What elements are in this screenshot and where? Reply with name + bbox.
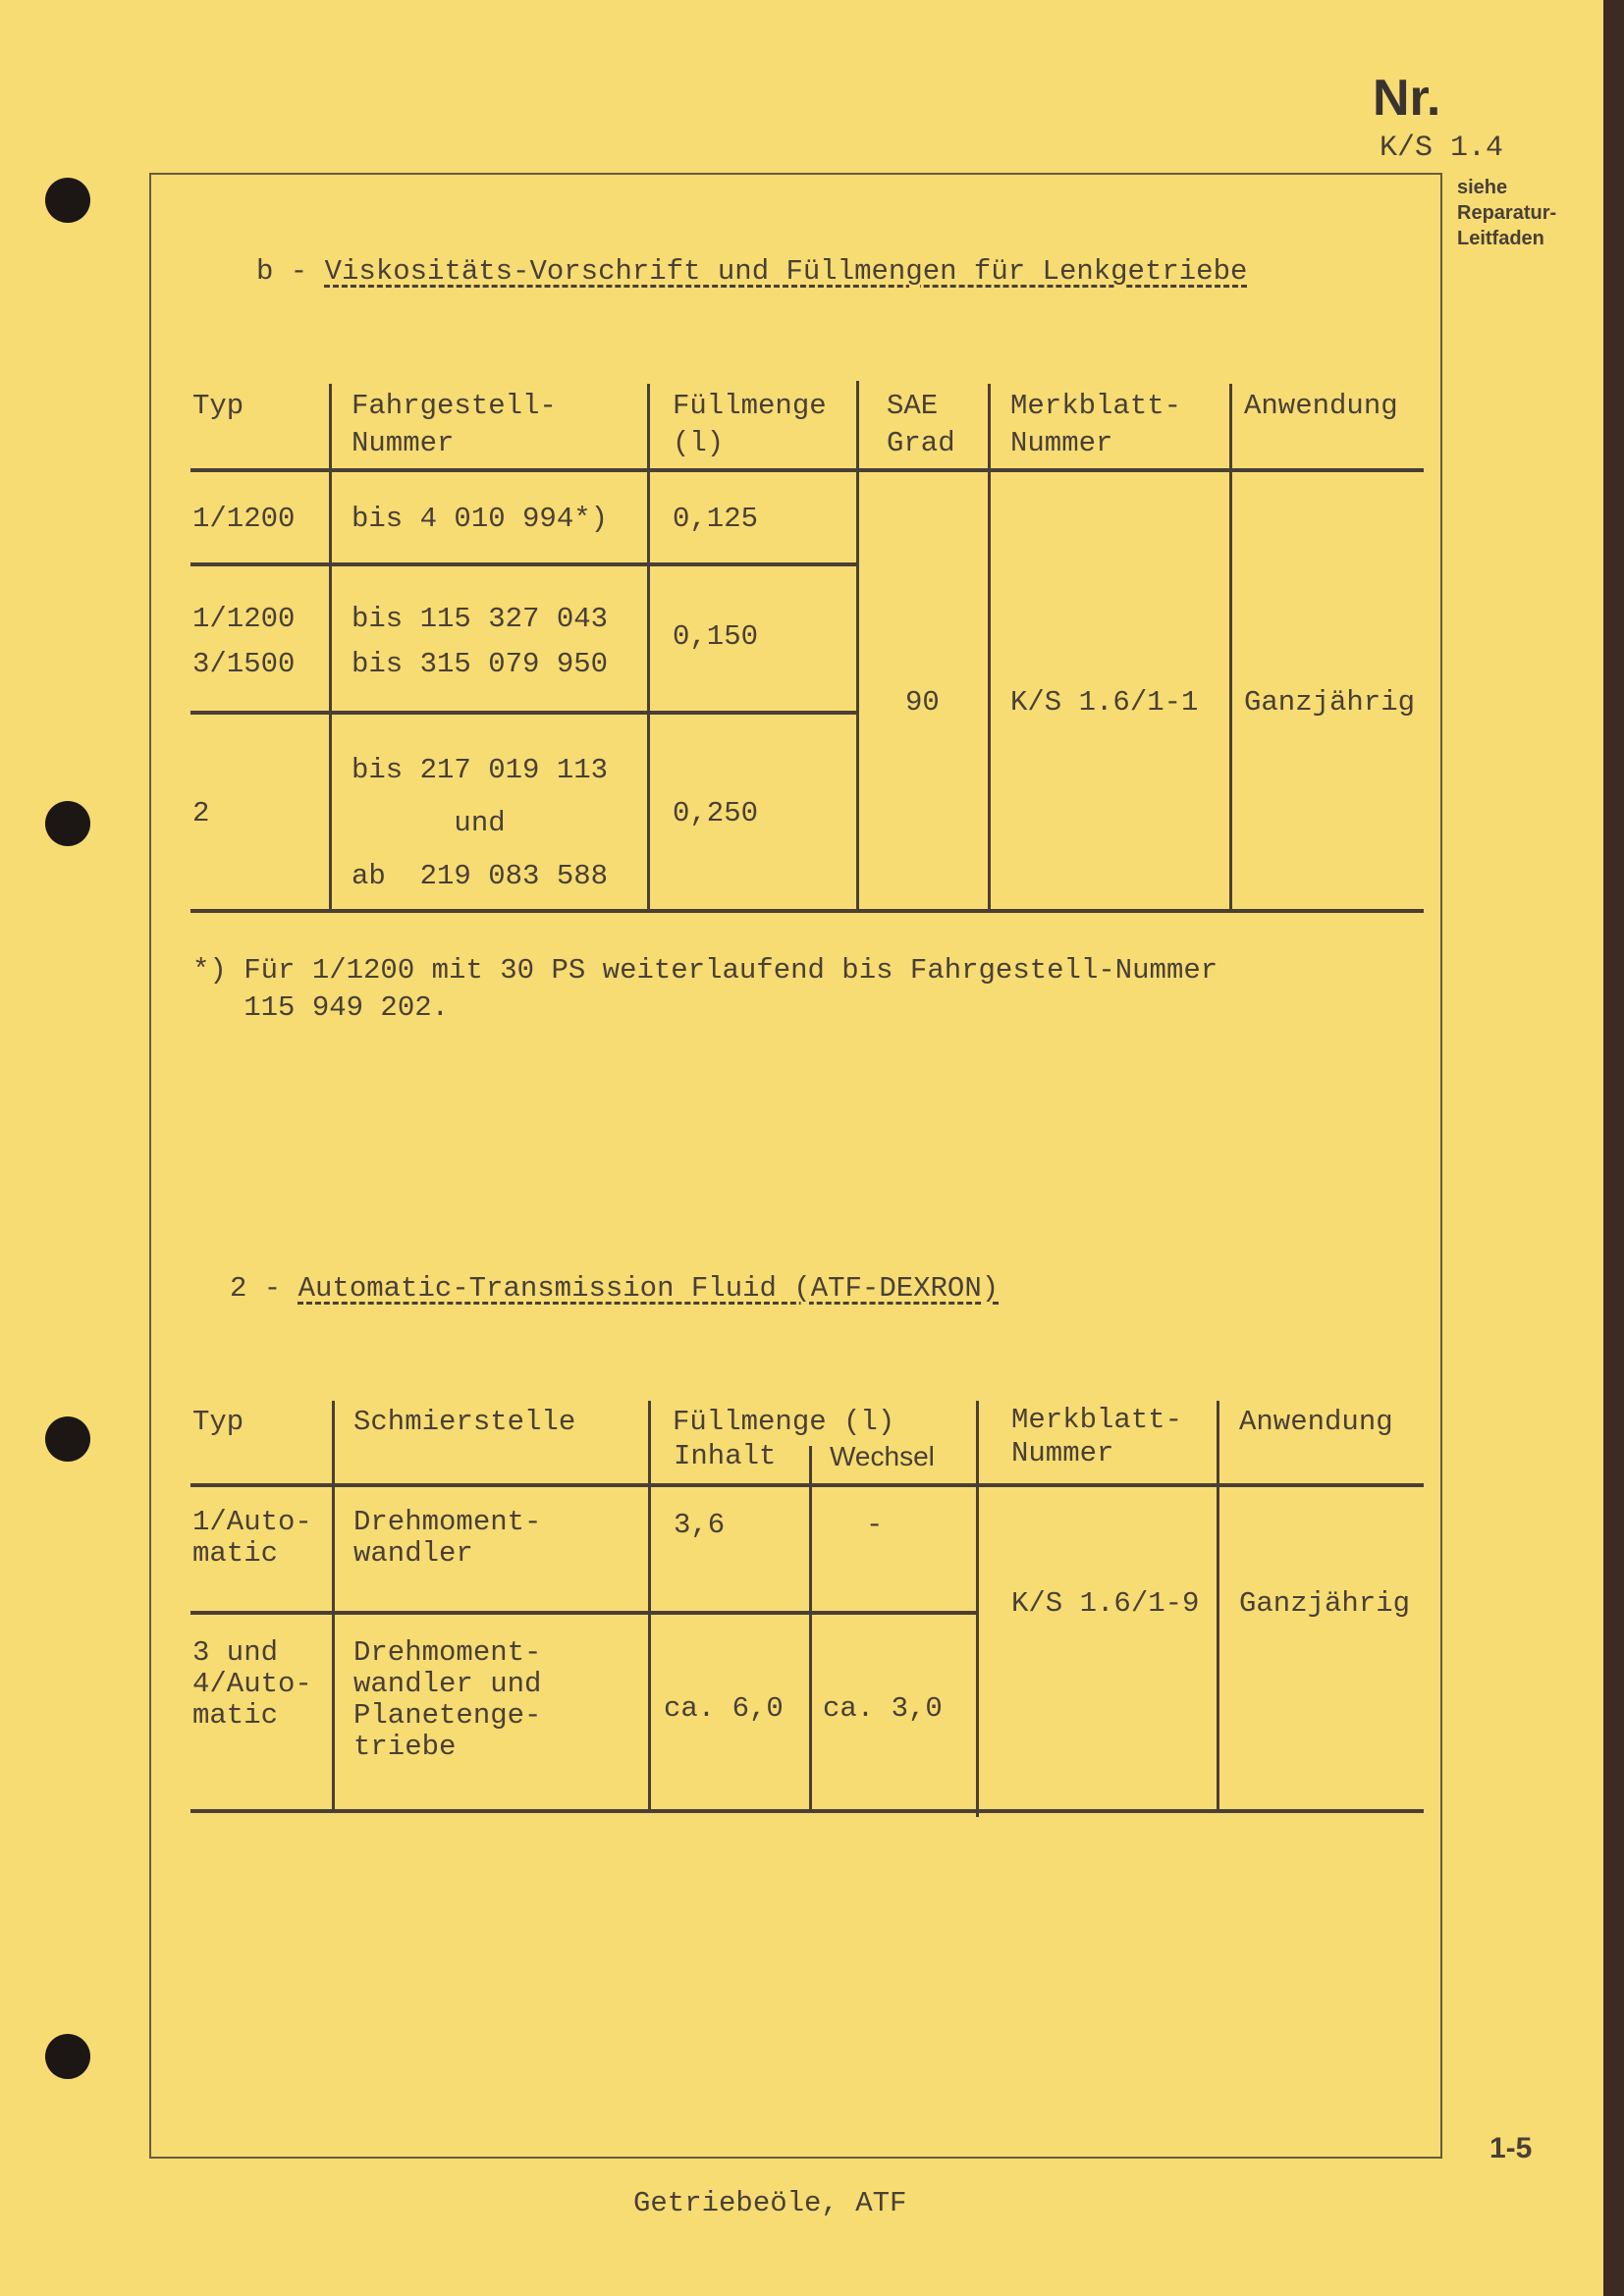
cell-anwendung: Ganzjährig <box>1244 686 1416 719</box>
cell-typ: 1/1200 <box>192 503 296 535</box>
table-col-line <box>976 1401 979 1817</box>
table-col-line <box>856 381 859 911</box>
title-prefix: b - <box>256 255 325 288</box>
col-header: SAE Grad <box>887 390 955 459</box>
col-header: Füllmenge (l) <box>673 1406 895 1438</box>
col-header: Wechsel <box>830 1441 935 1471</box>
section-2-title <box>230 1270 999 1308</box>
table-col-line <box>1217 1401 1219 1811</box>
col-header: Füllmenge (l) <box>673 390 827 459</box>
cell-stelle: Drehmoment- wandler und Planetenge- triebe <box>353 1636 542 1763</box>
table-col-line <box>647 384 650 911</box>
cell-stelle: Drehmoment- wandler <box>353 1506 542 1570</box>
table-col-line <box>329 384 332 911</box>
cell-nummer: bis 115 327 043 bis 315 079 950 <box>352 603 609 680</box>
cell-inhalt: 3,6 <box>674 1509 726 1541</box>
punch-hole <box>45 178 90 223</box>
col-header: Anwendung <box>1239 1406 1393 1438</box>
note-line: siehe <box>1457 177 1508 198</box>
cell-nummer: bis 4 010 994*) <box>352 503 609 535</box>
punch-hole <box>45 1416 90 1462</box>
footer-caption: Getriebeöle, ATF <box>633 2187 907 2219</box>
table-rule <box>190 1809 1424 1813</box>
nr-value: K/S 1.4 <box>1380 132 1504 165</box>
note-line: Leitfaden <box>1457 228 1544 249</box>
title-prefix: 2 - <box>230 1272 298 1305</box>
cell-inhalt: ca. 6,0 <box>664 1692 784 1725</box>
cell-menge: 0,125 <box>673 503 759 535</box>
table-rule <box>190 1483 1424 1487</box>
table-col-line <box>809 1446 812 1811</box>
col-header: Schmierstelle <box>353 1406 576 1438</box>
footnote: *) Für 1/1200 mit 30 PS weiterlaufend bis Fahrgestell-Nummer 115 949 202. <box>192 954 1218 1024</box>
table-col-line <box>988 384 991 911</box>
punch-hole <box>45 2034 90 2079</box>
cell-typ: 3 und 4/Auto- matic <box>192 1636 312 1732</box>
cell-nummer: bis 217 019 113 und ab 219 083 588 <box>352 754 609 892</box>
page-number: 1-5 <box>1489 2132 1533 2164</box>
title-text: Viskositäts-Vorschrift und Füllmengen für Lenkgetriebe <box>324 255 1248 288</box>
title-text: Automatic-Transmission Fluid (ATF-DEXRON) <box>298 1272 1000 1305</box>
col-header: Typ <box>192 1406 244 1438</box>
table-rule <box>190 562 856 566</box>
table-col-line <box>332 1401 335 1811</box>
table-rule <box>190 1611 976 1615</box>
cell-wechsel: ca. 3,0 <box>823 1692 943 1725</box>
note-line: Reparatur- <box>1457 202 1557 224</box>
cell-wechsel: - <box>866 1509 884 1541</box>
table-col-line <box>1229 384 1232 911</box>
table-col-line <box>648 1401 651 1811</box>
col-header: Merkblatt- Nummer <box>1011 1404 1183 1469</box>
col-header: Merkblatt- Nummer <box>1010 390 1182 459</box>
col-header: Fahrgestell- Nummer <box>352 390 557 459</box>
section-b-title <box>256 253 1247 291</box>
col-header: Inhalt <box>674 1440 777 1472</box>
cell-typ: 1/Auto- matic <box>192 1506 312 1570</box>
cell-anwendung: Ganzjährig <box>1239 1587 1411 1620</box>
col-header: Typ <box>192 390 244 422</box>
cell-merkblatt: K/S 1.6/1-1 <box>1010 686 1199 719</box>
cell-menge: 0,250 <box>673 797 759 829</box>
table-rule <box>190 711 856 715</box>
table-rule <box>190 909 1424 913</box>
cell-sae: 90 <box>905 686 940 719</box>
col-header: Anwendung <box>1244 390 1398 422</box>
cell-typ: 2 <box>192 797 210 829</box>
cell-typ: 1/1200 3/1500 <box>192 603 296 680</box>
cell-menge: 0,150 <box>673 620 759 653</box>
nr-label: Nr. <box>1373 70 1441 127</box>
cell-merkblatt: K/S 1.6/1-9 <box>1011 1587 1200 1620</box>
punch-hole <box>45 801 90 846</box>
page-edge <box>1603 0 1624 2296</box>
table-rule <box>190 468 1424 472</box>
